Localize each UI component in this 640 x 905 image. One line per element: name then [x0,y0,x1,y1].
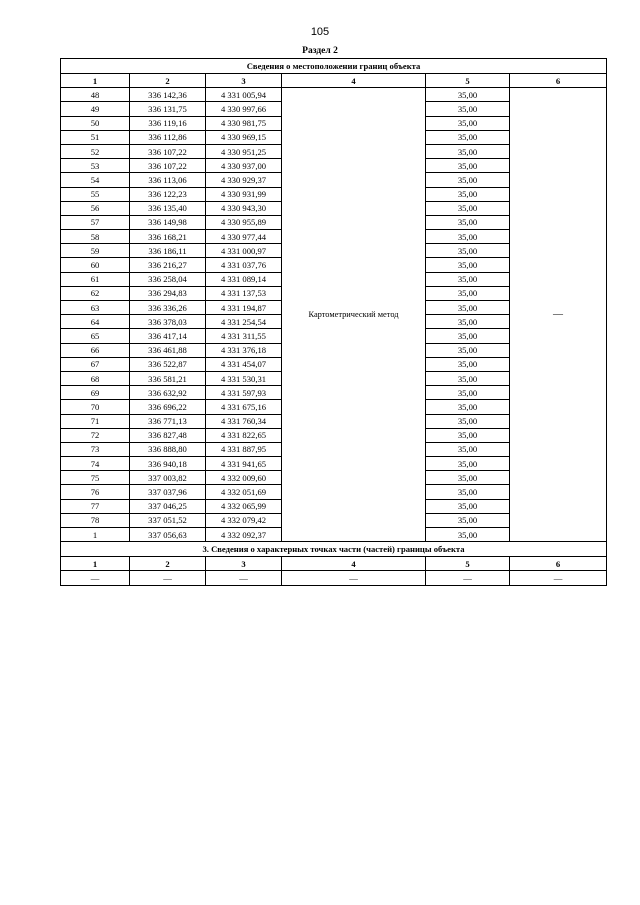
column-number: 2 [130,74,206,88]
point-number: 60 [61,258,130,272]
empty-dash: — [130,571,206,585]
precision-value: 35,00 [426,201,510,215]
coordinate-y: 4 331 454,07 [206,357,282,371]
column-number: 4 [282,557,426,571]
coordinate-x: 336 122,23 [130,187,206,201]
part-heading: 3. Сведения о характерных точках части (частей) границы объекта [61,542,607,557]
coordinate-y: 4 331 137,53 [206,286,282,300]
part-column-number-row [61,557,607,571]
precision-value: 35,00 [426,159,510,173]
coordinate-x: 336 135,40 [130,201,206,215]
coordinate-y: 4 332 092,37 [206,528,282,542]
precision-value: 35,00 [426,173,510,187]
precision-value: 35,00 [426,286,510,300]
coordinate-x: 336 119,16 [130,116,206,130]
precision-value: 35,00 [426,528,510,542]
coordinate-y: 4 331 675,16 [206,400,282,414]
column-number: 4 [282,74,426,88]
coordinate-x: 336 216,27 [130,258,206,272]
point-number: 64 [61,315,130,329]
point-number: 74 [61,457,130,471]
coordinate-x: 336 149,98 [130,215,206,229]
point-number: 65 [61,329,130,343]
point-number: 51 [61,130,130,144]
point-number: 58 [61,230,130,244]
column-number: 5 [426,557,510,571]
coordinate-y: 4 330 929,37 [206,173,282,187]
coordinate-x: 336 112,86 [130,130,206,144]
coordinate-x: 336 632,92 [130,386,206,400]
coordinate-x: 337 037,96 [130,485,206,499]
coordinate-y: 4 330 931,99 [206,187,282,201]
empty-dash: — [61,571,130,585]
coordinate-y: 4 331 000,97 [206,244,282,258]
coordinate-x: 336 142,36 [130,88,206,102]
coordinate-x: 336 294,83 [130,286,206,300]
coordinate-y: 4 331 037,76 [206,258,282,272]
coordinate-x: 336 581,21 [130,371,206,385]
coordinate-y: 4 331 597,93 [206,386,282,400]
table-heading: Сведения о местоположении границ объекта [61,59,607,74]
column-number: 1 [61,557,130,571]
coordinate-x: 336 107,22 [130,159,206,173]
coordinate-x: 337 003,82 [130,471,206,485]
coordinate-y: 4 331 822,65 [206,428,282,442]
point-number: 55 [61,187,130,201]
column-number-row [61,74,607,88]
precision-value: 35,00 [426,329,510,343]
point-number: 52 [61,144,130,158]
coordinate-x: 336 378,03 [130,315,206,329]
column-number: 6 [510,557,607,571]
coordinate-x: 336 168,21 [130,230,206,244]
point-number: 78 [61,513,130,527]
precision-value: 35,00 [426,371,510,385]
coordinate-y: 4 332 079,42 [206,513,282,527]
precision-value: 35,00 [426,414,510,428]
point-number: 72 [61,428,130,442]
part-heading-row [61,542,607,557]
precision-value: 35,00 [426,499,510,513]
precision-value: 35,00 [426,428,510,442]
section-title: Раздел 2 [302,46,338,56]
coordinate-x: 337 046,25 [130,499,206,513]
coordinate-y: 4 330 955,89 [206,215,282,229]
point-number: 69 [61,386,130,400]
point-number: 67 [61,357,130,371]
coordinate-x: 336 522,87 [130,357,206,371]
coordinate-y: 4 330 977,44 [206,230,282,244]
precision-value: 35,00 [426,471,510,485]
column-number: 1 [61,74,130,88]
coordinate-y: 4 330 969,15 [206,130,282,144]
coordinate-y: 4 330 943,30 [206,201,282,215]
precision-value: 35,00 [426,102,510,116]
precision-value: 35,00 [426,258,510,272]
coordinate-y: 4 331 760,34 [206,414,282,428]
coordinate-y: 4 330 937,00 [206,159,282,173]
column-number: 3 [206,74,282,88]
coordinate-x: 336 827,48 [130,428,206,442]
precision-value: 35,00 [426,244,510,258]
point-number: 77 [61,499,130,513]
precision-value: 35,00 [426,187,510,201]
point-number: 56 [61,201,130,215]
point-number: 1 [61,528,130,542]
precision-value: 35,00 [426,116,510,130]
coordinate-x: 336 888,80 [130,442,206,456]
coordinate-x: 336 417,14 [130,329,206,343]
column-number: 6 [510,74,607,88]
point-number: 54 [61,173,130,187]
precision-value: 35,00 [426,457,510,471]
point-number: 49 [61,102,130,116]
coordinate-x: 336 336,26 [130,301,206,315]
point-number: 61 [61,272,130,286]
point-number: 66 [61,343,130,357]
boundary-table [60,58,607,586]
column-number: 3 [206,557,282,571]
coordinate-y: 4 331 311,55 [206,329,282,343]
method-cell: Картометрический метод [282,88,426,542]
coordinate-x: 337 051,52 [130,513,206,527]
coordinate-y: 4 330 951,25 [206,144,282,158]
point-number: 68 [61,371,130,385]
coordinate-y: 4 331 194,87 [206,301,282,315]
precision-value: 35,00 [426,343,510,357]
point-number: 76 [61,485,130,499]
coordinate-y: 4 331 941,65 [206,457,282,471]
point-number: 62 [61,286,130,300]
precision-value: 35,00 [426,230,510,244]
point-number: 57 [61,215,130,229]
column-number: 2 [130,557,206,571]
precision-value: 35,00 [426,513,510,527]
precision-value: 35,00 [426,386,510,400]
precision-value: 35,00 [426,130,510,144]
point-number: 59 [61,244,130,258]
point-number: 63 [61,301,130,315]
column-number: 5 [426,74,510,88]
empty-dash: — [282,571,426,585]
point-number: 75 [61,471,130,485]
precision-value: 35,00 [426,442,510,456]
precision-value: 35,00 [426,357,510,371]
point-number: 48 [61,88,130,102]
point-number: 73 [61,442,130,456]
point-number: 50 [61,116,130,130]
coordinate-x: 336 696,22 [130,400,206,414]
coordinate-y: 4 331 530,31 [206,371,282,385]
coordinate-x: 336 131,75 [130,102,206,116]
coordinate-x: 336 940,18 [130,457,206,471]
coordinate-x: 336 186,11 [130,244,206,258]
precision-value: 35,00 [426,272,510,286]
table-heading-row [61,59,607,74]
point-number: 53 [61,159,130,173]
point-number: 71 [61,414,130,428]
coordinate-x: 336 771,13 [130,414,206,428]
coordinate-y: 4 330 997,66 [206,102,282,116]
precision-value: 35,00 [426,485,510,499]
part-data-row [61,571,607,585]
empty-dash: — [206,571,282,585]
coordinate-x: 337 056,63 [130,528,206,542]
coordinate-y: 4 332 009,60 [206,471,282,485]
table-row [61,88,607,102]
empty-dash: — [510,571,607,585]
coordinate-y: 4 331 376,18 [206,343,282,357]
precision-value: 35,00 [426,400,510,414]
column6-cell: — [510,88,607,542]
precision-value: 35,00 [426,144,510,158]
precision-value: 35,00 [426,215,510,229]
coordinate-y: 4 331 254,54 [206,315,282,329]
coordinate-x: 336 107,22 [130,144,206,158]
coordinate-x: 336 113,06 [130,173,206,187]
coordinate-y: 4 332 065,99 [206,499,282,513]
point-number: 70 [61,400,130,414]
coordinate-x: 336 258,04 [130,272,206,286]
coordinate-y: 4 331 089,14 [206,272,282,286]
page-number: 105 [310,26,330,38]
coordinate-y: 4 331 005,94 [206,88,282,102]
precision-value: 35,00 [426,301,510,315]
precision-value: 35,00 [426,88,510,102]
coordinate-y: 4 332 051,69 [206,485,282,499]
coordinate-x: 336 461,88 [130,343,206,357]
coordinate-y: 4 331 887,95 [206,442,282,456]
coordinate-y: 4 330 981,75 [206,116,282,130]
precision-value: 35,00 [426,315,510,329]
empty-dash: — [426,571,510,585]
